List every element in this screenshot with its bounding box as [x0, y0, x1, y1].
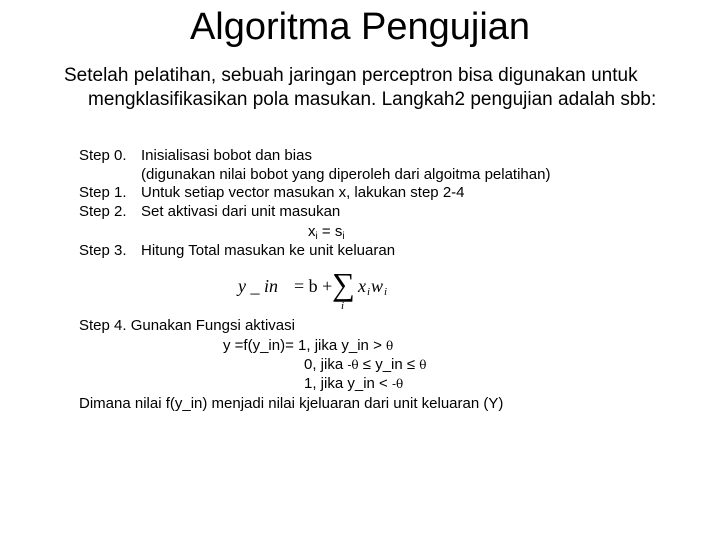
case-3-theta: -θ — [391, 377, 404, 391]
final-note: Dimana nilai f(y_in) menjadi nilai kjeluaran dari unit keluaran (Y) — [79, 395, 504, 412]
step-4-label: Step 4. — [79, 317, 131, 334]
formula-x: x — [358, 276, 366, 296]
step-4-text: Gunakan Fungsi aktivasi — [130, 317, 295, 334]
case-2-text-b: ≤ y_in ≤ — [358, 356, 420, 373]
step-3-text: Hitung Total masukan ke unit keluaran — [141, 242, 396, 259]
activation-case-1 — [223, 336, 393, 356]
case-3-text: 1, jika y_in < — [304, 375, 392, 392]
step-3-label: Step 3. — [79, 242, 127, 259]
net-input-formula — [236, 266, 396, 316]
case-2-text-a: 0, jika — [304, 356, 348, 373]
eq-x: x — [308, 223, 316, 240]
step-0-text: Inisialisasi bobot dan bias — [141, 147, 312, 164]
eq-x-sub: i — [315, 231, 318, 242]
case-1-theta: θ — [386, 339, 394, 353]
step-0-label: Step 0. — [79, 147, 127, 164]
case-2-theta-1: -θ — [347, 358, 359, 372]
step-2 — [79, 202, 341, 221]
step-4 — [79, 316, 295, 335]
intro-line-2: mengklasifikasikan pola masukan. Langkah2 pengujian adalah sbb: — [88, 89, 657, 110]
formula-eq: = b + — [294, 276, 333, 296]
intro-paragraph — [64, 64, 656, 112]
formula-x-sub: i — [367, 286, 371, 298]
formula-sigma: ∑ — [332, 266, 355, 302]
step-0 — [79, 146, 312, 165]
activation-case-2 — [304, 355, 427, 375]
formula-w: w — [371, 276, 384, 296]
case-1-text: y =f(y_in)= 1, jika y_in > — [223, 337, 386, 354]
step-2-text: Set aktivasi dari unit masukan — [141, 203, 341, 220]
case-2-theta-2: θ — [419, 358, 427, 372]
step-1 — [79, 183, 465, 202]
step-3 — [79, 241, 396, 260]
activation-case-3 — [304, 374, 403, 394]
formula-w-sub: i — [384, 286, 388, 298]
eq-mid: = s — [317, 223, 343, 240]
step-0-note: (digunakan nilai bobot yang diperoleh dari algoitma pelatihan) — [141, 166, 551, 183]
page-title: Algoritma Pengujian — [189, 6, 531, 48]
step-2-label: Step 2. — [79, 203, 127, 220]
step-1-text: Untuk setiap vector masukan x, lakukan step 2-4 — [141, 184, 465, 201]
intro-line-1: Setelah pelatihan, sebuah jaringan perceptron bisa digunakan untuk — [64, 65, 638, 86]
formula-sigma-sub: i — [341, 300, 345, 312]
formula-lhs: y _ in — [238, 276, 278, 296]
eq-s-sub: i — [342, 231, 345, 242]
step-1-label: Step 1. — [79, 184, 127, 201]
step-2-equation — [308, 222, 345, 241]
